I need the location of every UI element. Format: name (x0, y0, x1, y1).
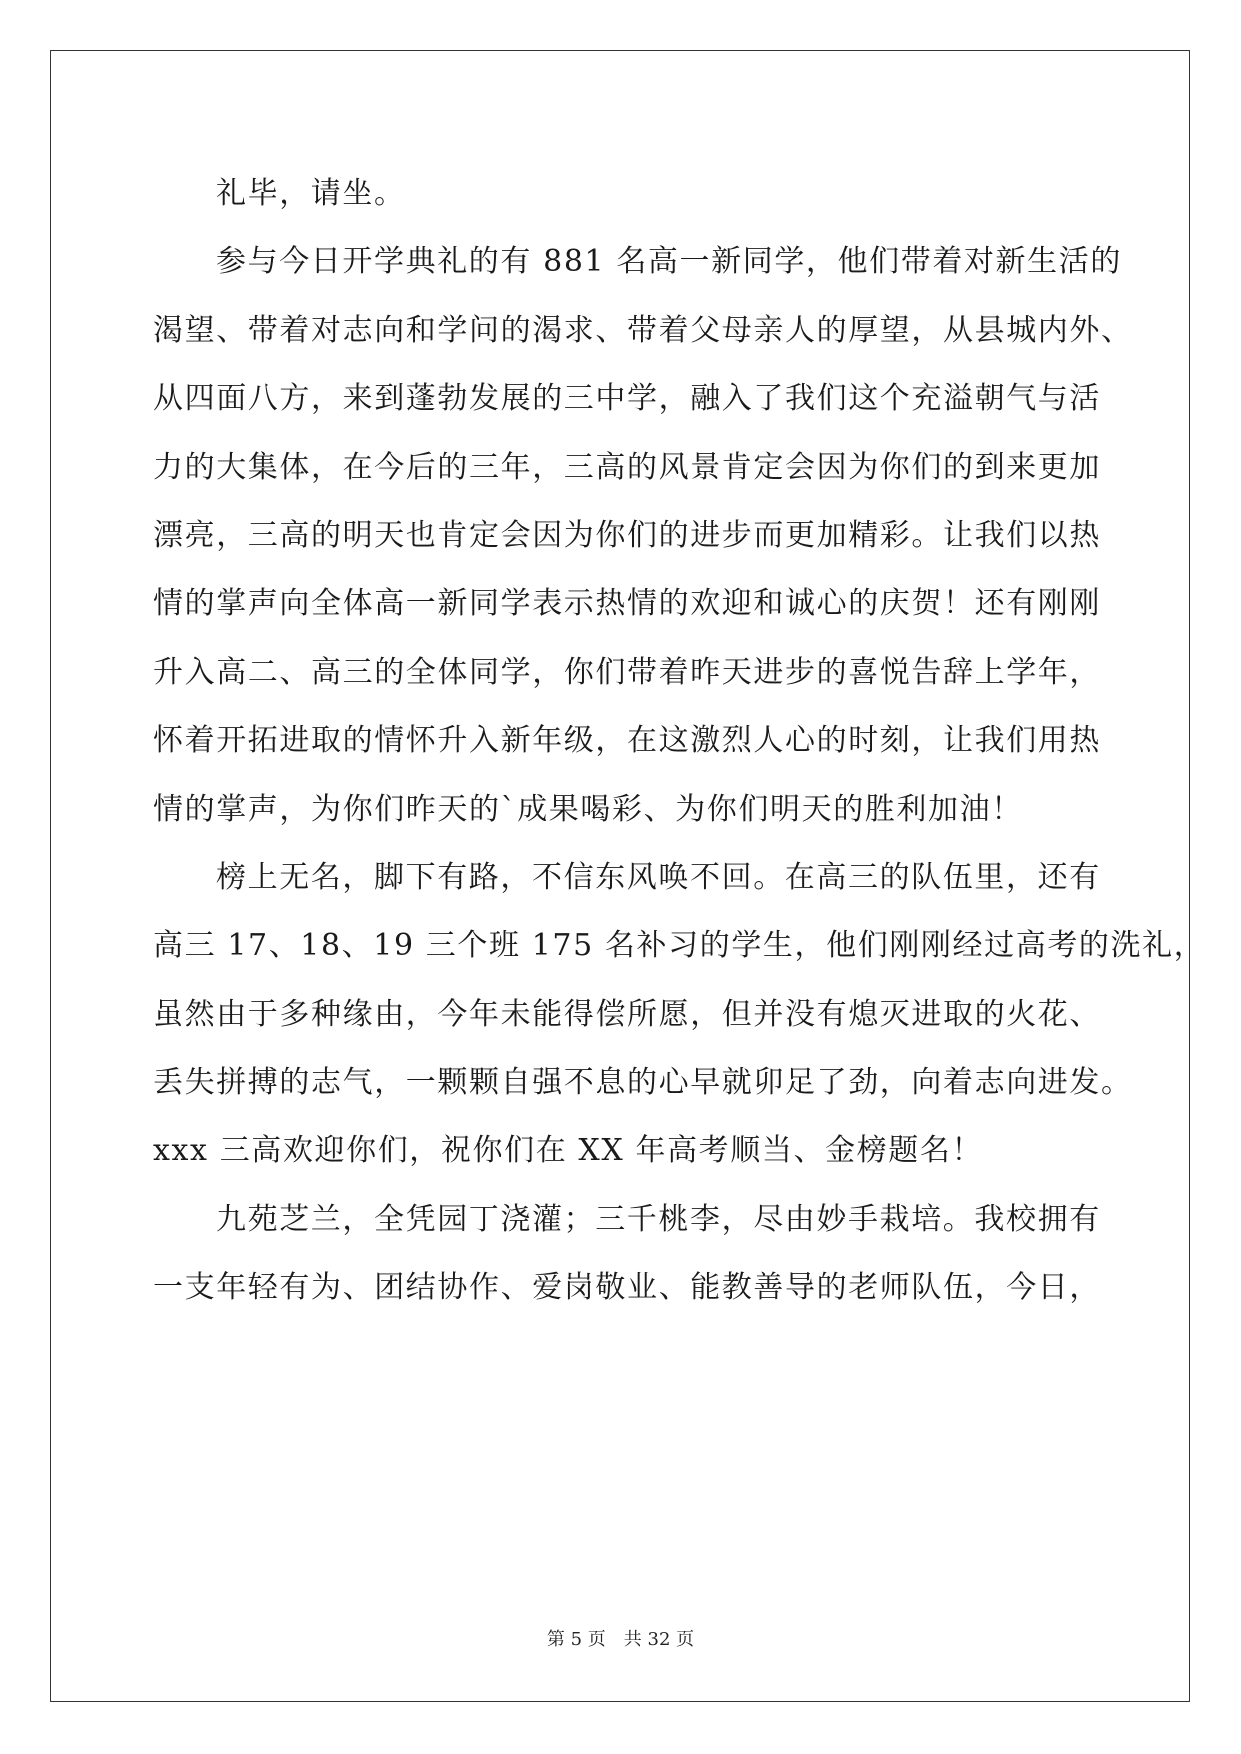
text-line: 情的掌声向全体高一新同学表示热情的欢迎和诚心的庆贺！还有刚刚 (153, 586, 1101, 622)
text-line: 升入高二、高三的全体同学，你们带着昨天进步的喜悦告辞上学年， (153, 654, 1101, 690)
text-line: xxx 三高欢迎你们，祝你们在 XX 年高考顺当、金榜题名！ (153, 1133, 984, 1169)
text-line: 一支年轻有为、团结协作、爱岗敬业、能教善导的老师队伍，今日， (153, 1270, 1101, 1306)
document-body (153, 160, 1206, 1323)
text-line: 九苑芝兰，全凭园丁浇灌；三千桃李，尽由妙手栽培。我校拥有 (216, 1201, 1101, 1237)
text-line: 虽然由于多种缘由，今年未能得偿所愿，但并没有熄灭进取的火花、 (153, 996, 1101, 1032)
text-line: 榜上无名，脚下有路，不信东风唤不回。在高三的队伍里，还有 (216, 859, 1101, 895)
text-line: 漂亮，三高的明天也肯定会因为你们的进步而更加精彩。让我们以热 (153, 517, 1101, 553)
text-line: 礼毕，请坐。 (216, 176, 406, 211)
text-line: 丢失拼搏的志气，一颗颗自强不息的心早就卯足了劲，向着志向进发。 (153, 1065, 1133, 1101)
text-line: 参与今日开学典礼的有 881 名高一新同学，他们带着对新生活的 (216, 244, 1122, 280)
text-line: 情的掌声，为你们昨天的`成果喝彩、为你们明天的胜利加油！ (153, 791, 1023, 827)
text-line: 力的大集体，在今后的三年，三高的风景肯定会因为你们的到来更加 (153, 449, 1101, 485)
text-line: 从四面八方，来到蓬勃发展的三中学，融入了我们这个充溢朝气与活 (153, 381, 1101, 417)
page-number: 第 5 页 (546, 1629, 606, 1650)
text-line: 渴望、带着对志向和学问的渴求、带着父母亲人的厚望，从县城内外、 (153, 312, 1133, 348)
page-total: 共 32 页 (623, 1629, 695, 1650)
page-footer (0, 1628, 1241, 1652)
text-line: 高三 17、18、19 三个班 175 名补习的学生，他们刚刚经过高考的洗礼， (153, 928, 1206, 964)
text-line: 怀着开拓进取的情怀升入新年级，在这激烈人心的时刻，让我们用热 (153, 723, 1101, 759)
